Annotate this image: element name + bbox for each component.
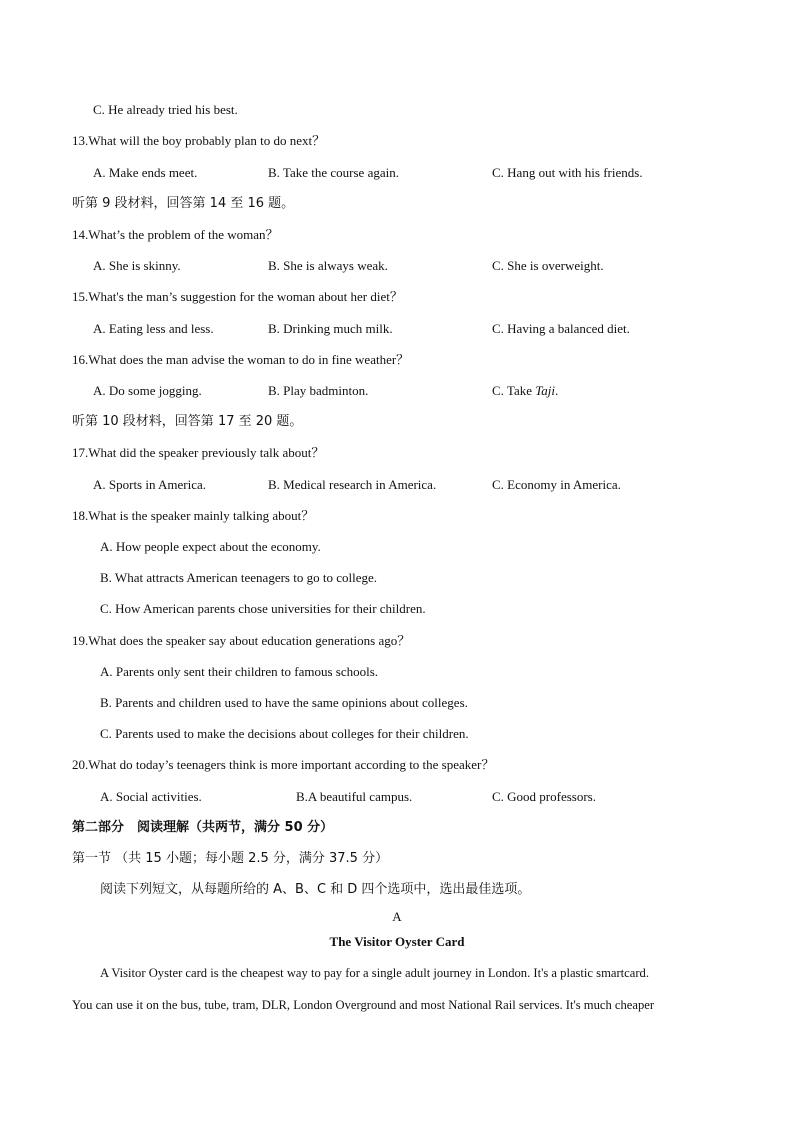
q16-option-c-suffix: .	[555, 383, 559, 398]
q18-option-b: B. What attracts American teenagers to go to college.	[100, 570, 377, 585]
q19-option-b: B. Parents and children used to have the same opinions about colleges.	[100, 695, 468, 710]
q20-option-c: C. Good professors.	[492, 789, 596, 804]
q20-option-a: A. Social activities.	[100, 789, 202, 804]
q13-option-b: B. Take the course again.	[268, 165, 399, 180]
passage-line-1: A Visitor Oyster card is the cheapest way to pay for a single adult journey in London. It's a plastic smartcard.	[100, 966, 649, 980]
q13-stem: 13.What will the boy probably plan to do next？	[72, 133, 326, 148]
q14-option-a: A. She is skinny.	[93, 258, 181, 273]
q12-option-c: C. He already tried his best.	[93, 102, 238, 117]
q16-option-a: A. Do some jogging.	[93, 383, 202, 398]
q18-option-c: C. How American parents chose universities for their children.	[100, 601, 426, 616]
q19-option-a: A. Parents only sent their children to famous schools.	[100, 664, 379, 679]
q20-stem: 20.What do today’s teenagers think is more important according to the speaker？	[72, 757, 495, 772]
q19-option-c: C. Parents used to make the decisions about colleges for their children.	[100, 726, 469, 741]
q14-option-b: B. She is always weak.	[268, 258, 388, 273]
q13-option-c: C. Hang out with his friends.	[492, 165, 643, 180]
q14-stem: 14.What’s the problem of the woman？	[72, 227, 279, 242]
q18-option-a: A. How people expect about the economy.	[100, 539, 321, 554]
q15-option-b: B. Drinking much milk.	[268, 321, 393, 336]
q16-option-c	[492, 383, 558, 399]
passage-line-2: You can use it on the bus, tube, tram, DLR, London Overground and most National Rail services. It's much cheaper	[72, 998, 655, 1012]
q14-option-c: C. She is overweight.	[492, 258, 604, 273]
q19-stem: 19.What does the speaker say about education generations ago？	[72, 633, 411, 648]
q17-option-b: B. Medical research in America.	[268, 477, 437, 492]
q17-option-a: A. Sports in America.	[93, 477, 207, 492]
q15-option-c: C. Having a balanced diet.	[492, 321, 630, 336]
q16-option-c-prefix: C. Take	[492, 383, 536, 398]
q15-option-a: A. Eating less and less.	[93, 321, 214, 336]
q16-option-b: B. Play badminton.	[268, 383, 369, 398]
q15-stem: 15.What's the man’s suggestion for the woman about her diet？	[72, 289, 403, 304]
section-10-instruction: 听第 10 段材料，回答第 17 至 20 题。	[72, 414, 303, 429]
section-1-heading: 第一节 （共 15 小题；每小题 2.5 分，满分 37.5 分）	[72, 851, 389, 866]
q17-option-c: C. Economy in America.	[492, 477, 621, 492]
q18-stem: 18.What is the speaker mainly talking about？	[72, 508, 315, 523]
q16-stem: 16.What does the man advise the woman to do in fine weather？	[72, 352, 410, 367]
reading-instruction: 阅读下列短文，从每题所给的 A、B、C 和 D 四个选项中，选出最佳选项。	[100, 882, 531, 897]
q16-option-c-italic: Taji	[535, 383, 556, 398]
passage-letter: A	[392, 909, 402, 924]
section-9-instruction: 听第 9 段材料，回答第 14 至 16 题。	[72, 196, 295, 211]
passage-title: The Visitor Oyster Card	[329, 934, 465, 949]
q17-stem: 17.What did the speaker previously talk about？	[72, 445, 325, 460]
part-2-heading: 第二部分 阅读理解（共两节，满分 50 分）	[72, 820, 334, 835]
q13-option-a: A. Make ends meet.	[93, 165, 198, 180]
q20-option-b: B.A beautiful campus.	[296, 789, 413, 804]
